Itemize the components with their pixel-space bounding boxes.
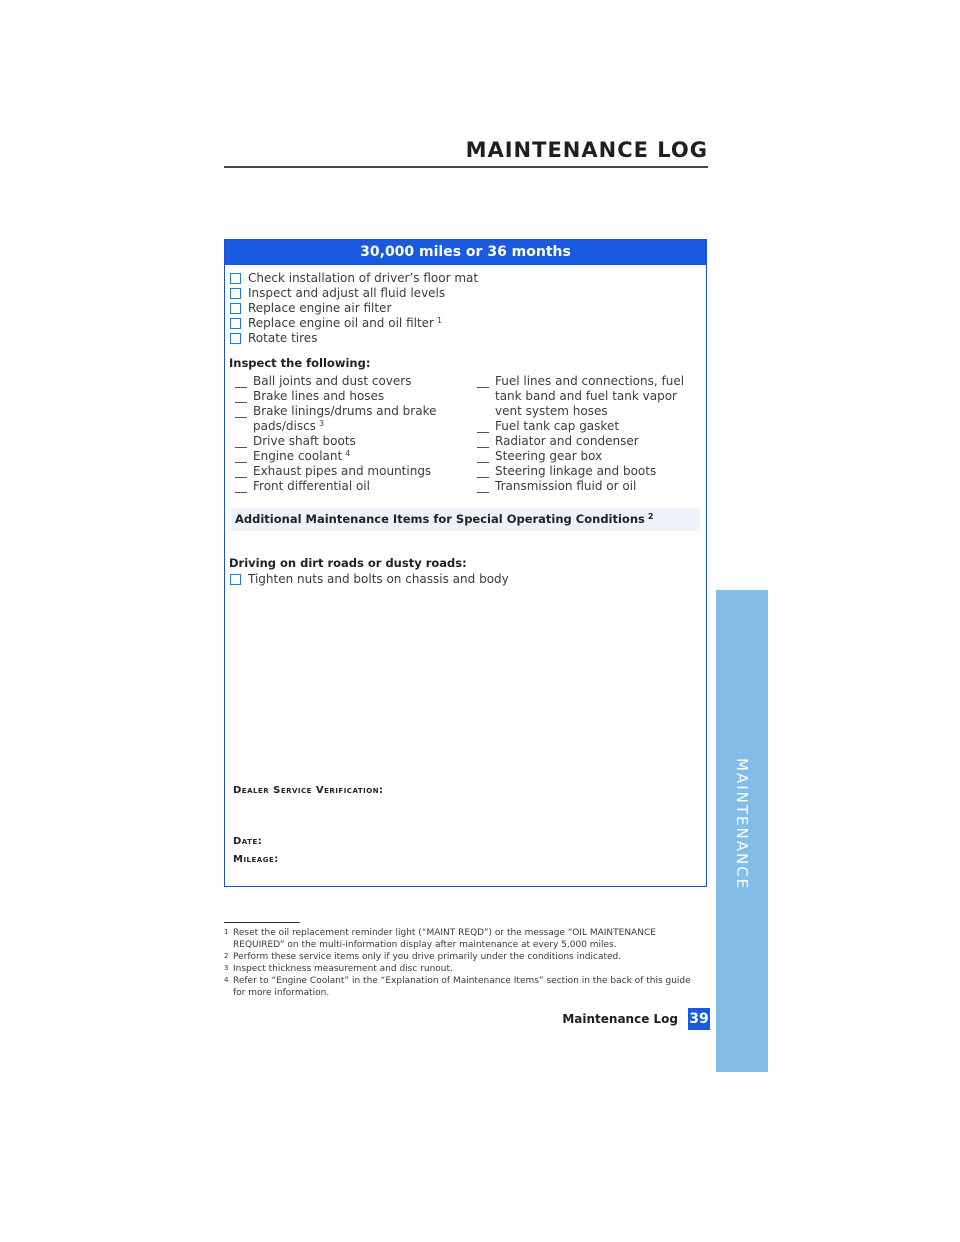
- footnote-ref: 2: [647, 512, 654, 521]
- dirt-roads-label: Driving on dirt roads or dusty roads:: [229, 556, 467, 570]
- inspect-label: Inspect the following:: [229, 356, 371, 370]
- checkbox-icon[interactable]: [230, 288, 241, 299]
- footnotes: [224, 927, 704, 999]
- inspect-item: __ Exhaust pipes and mountings: [235, 464, 432, 478]
- checklist-item[interactable]: Inspect and adjust all fluid levels: [230, 286, 706, 301]
- service-checklist: [225, 265, 706, 346]
- inspect-item: __ Fuel tank cap gasket: [477, 419, 620, 433]
- side-tab-label: MAINTENANCE: [733, 758, 751, 891]
- inspect-item: __ Steering gear box: [477, 449, 603, 463]
- section-side-tab: [716, 590, 768, 1072]
- maintenance-card: [224, 239, 707, 887]
- page-number: 39: [688, 1008, 710, 1030]
- footnote: 3 Inspect thickness measurement and disc runout.: [224, 964, 453, 974]
- checkbox-icon[interactable]: [230, 273, 241, 284]
- checkbox-icon[interactable]: [230, 303, 241, 314]
- inspect-list-left: [235, 374, 455, 494]
- inspect-columns: [225, 374, 706, 494]
- dealer-verification-label: Dealer Service Verification:: [233, 785, 384, 796]
- checkbox-icon[interactable]: [230, 574, 241, 585]
- date-label: Date:: [233, 836, 263, 847]
- footnote: 2 Perform these service items only if you drive primarily under the conditions indicated.: [224, 952, 622, 962]
- title-rule: [224, 166, 708, 168]
- mileage-label: Mileage:: [233, 854, 279, 865]
- special-conditions-heading: Additional Maintenance Items for Special Operating Conditions $^2$: [231, 508, 700, 531]
- checkbox-icon[interactable]: [230, 318, 241, 329]
- card-header: 30,000 miles or 36 months: [225, 240, 706, 265]
- footnote-rule: [224, 922, 300, 923]
- page-title: MAINTENANCE LOG: [465, 138, 708, 162]
- inspect-item: __ Ball joints and dust covers: [235, 374, 412, 388]
- inspect-list-right: [477, 374, 705, 494]
- inspect-item: __ Brake lines and hoses: [235, 389, 385, 403]
- inspect-item: __ Drive shaft boots: [235, 434, 356, 448]
- footnote: 4 Refer to “Engine Coolant” in the “Explanation of Maintenance Items” section in the back of this guide for more information.: [224, 976, 691, 998]
- footnote: 1 Reset the oil replacement reminder light (“MAINT REQD”) or the message “OIL MAINTENANCE REQUIRED” on the multi-information display after maintenance at every 5,000 miles.: [224, 928, 656, 950]
- inspect-item: __ Fuel lines and connections, fuel tank band and fuel tank vapor vent system hoses: [477, 374, 685, 418]
- inspect-item: __ Transmission fluid or oil: [477, 479, 637, 493]
- footnote-ref: 4: [345, 449, 351, 458]
- checklist-item[interactable]: Check installation of driver’s floor mat: [230, 271, 706, 286]
- checklist-item[interactable]: Tighten nuts and bolts on chassis and body: [230, 572, 706, 587]
- footer-section-label: Maintenance Log: [562, 1012, 678, 1026]
- footnote-ref: 1: [436, 316, 443, 325]
- inspect-item: __ Front differential oil: [235, 479, 370, 493]
- inspect-item: __ Steering linkage and boots: [477, 464, 657, 478]
- checklist-item[interactable]: Replace engine air filter: [230, 301, 706, 316]
- inspect-item: __ Engine coolant $^4$: [235, 449, 351, 463]
- dirt-roads-checklist: [230, 572, 706, 587]
- checklist-item[interactable]: Replace engine oil and oil filter $^1$: [230, 316, 706, 331]
- checklist-item[interactable]: Rotate tires: [230, 331, 706, 346]
- footnote-ref: 3: [318, 419, 325, 428]
- checkbox-icon[interactable]: [230, 333, 241, 344]
- inspect-item: __ Brake linings/drums and brake pads/discs $^3$: [235, 404, 437, 433]
- inspect-item: __ Radiator and condenser: [477, 434, 639, 448]
